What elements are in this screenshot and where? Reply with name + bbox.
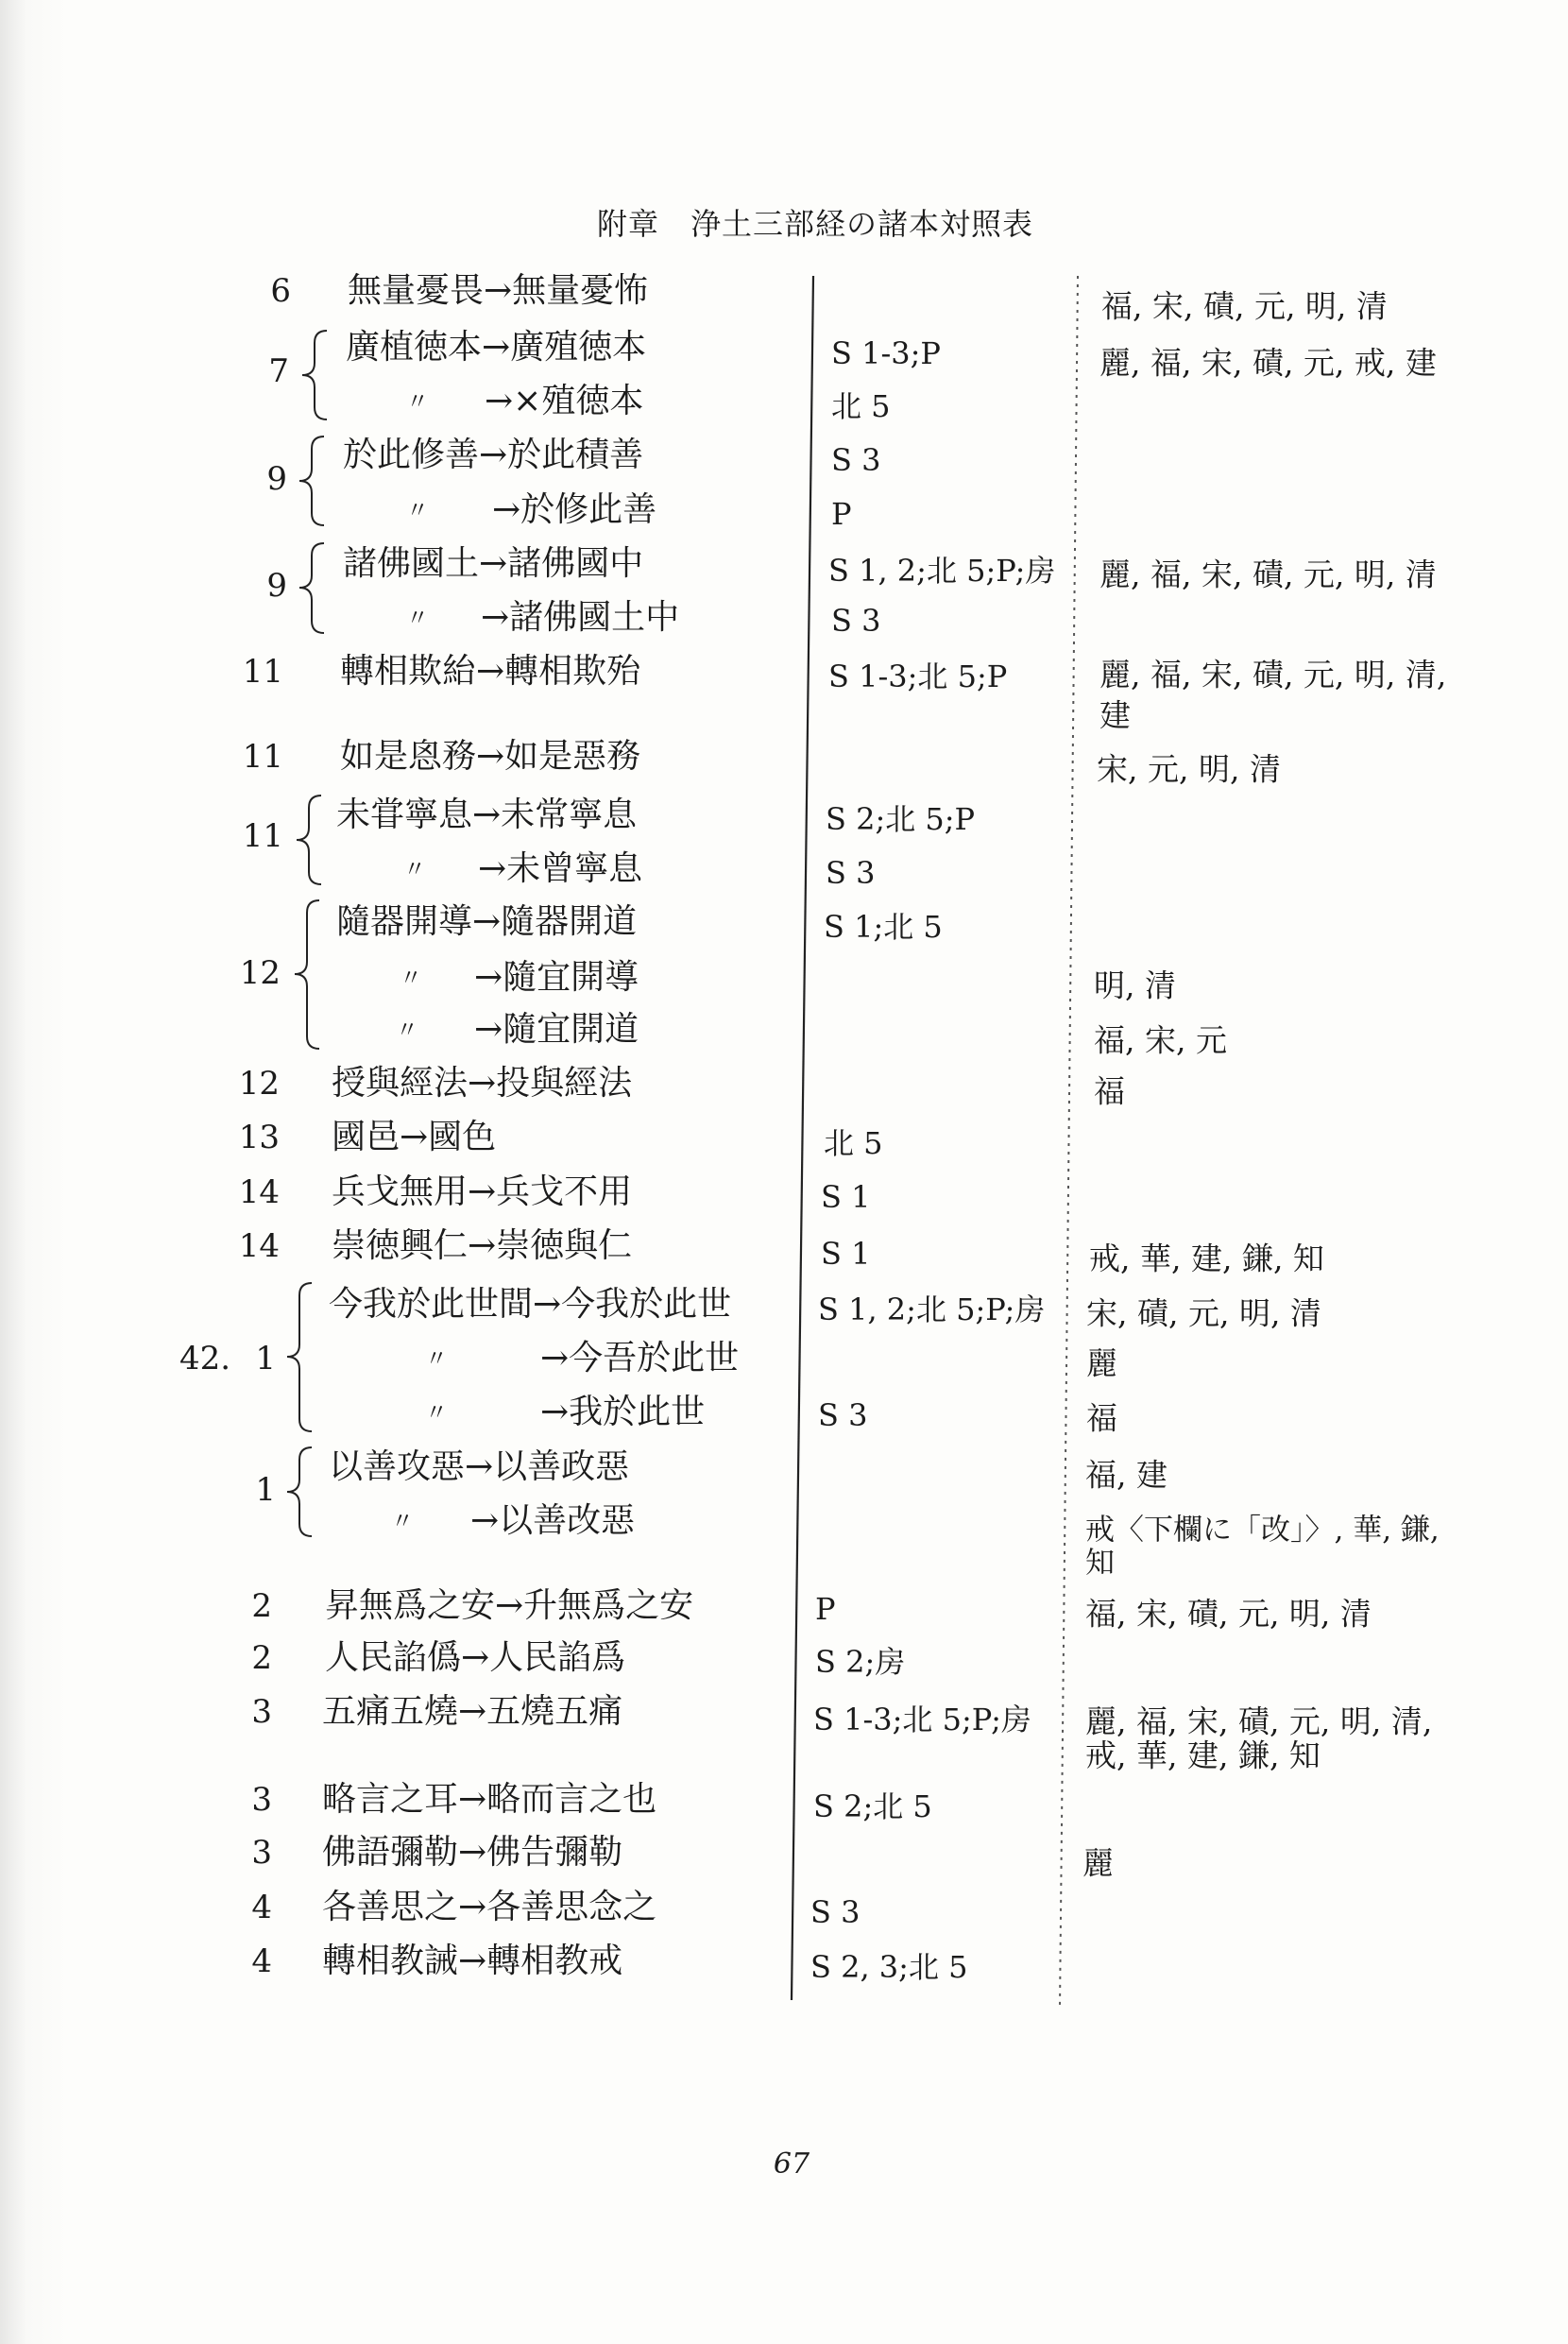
edition-list: 福 (1094, 1072, 1125, 1110)
ditto-mark: 〃 (425, 1399, 448, 1426)
variant-text: →×殖徳本 (485, 382, 644, 420)
variant-text: →隨宜開道 (474, 1010, 639, 1049)
variant-text: 如是恖務→如是惡務 (340, 737, 641, 776)
variant-text: 兵戈無用→兵戈不用 (332, 1172, 633, 1211)
source-list: S 2, 3;北 5 (810, 1949, 968, 1985)
source-list: S 3 (831, 603, 881, 639)
source-list: S 1-3;北 5;P;房 (813, 1702, 1031, 1737)
row-number: 2 (251, 1587, 272, 1625)
variant-text: 授與經法→投與經法 (332, 1064, 633, 1103)
row-number: 4 (251, 1942, 272, 1980)
edition-list: 麗 (1086, 1344, 1117, 1382)
edition-list: 福 (1086, 1399, 1117, 1437)
edition-list: 福, 宋, 磧, 元, 明, 清 (1101, 287, 1388, 325)
variant-text: →諸佛國土中 (481, 598, 680, 637)
source-list: S 1-3;P (831, 335, 941, 371)
row-number: 2 (251, 1639, 272, 1677)
group-brace (302, 331, 327, 419)
source-list: S 1;北 5 (824, 909, 943, 945)
source-list: S 2;北 5;P (826, 801, 976, 837)
variant-text: →以善改惡 (470, 1501, 636, 1540)
variant-text: 人民諂僞→人民諂爲 (325, 1638, 626, 1677)
edition-list: 麗, 福, 宋, 磧, 元, 明, 清 (1099, 556, 1437, 593)
source-list: S 2;北 5 (813, 1788, 932, 1824)
row-number: 13 (238, 1119, 280, 1156)
row-number: 3 (251, 1781, 272, 1819)
edition-list: 麗, 福, 宋, 磧, 元, 明, 清, (1085, 1702, 1433, 1740)
variant-text: 轉相教誡→轉相教戒 (322, 1942, 623, 1980)
ditto-mark: 〃 (406, 605, 429, 631)
variant-text: 廣植徳本→廣殖徳本 (346, 328, 647, 367)
variant-text: →於修此善 (492, 490, 657, 529)
ditto-mark: 〃 (396, 1017, 418, 1043)
group-brace (287, 1283, 312, 1431)
page-number: 67 (773, 2147, 810, 2181)
edition-list-continued: 戒, 華, 建, 鎌, 知 (1085, 1737, 1321, 1774)
row-number: 11 (242, 738, 283, 776)
variant-text: 崇徳興仁→崇徳與仁 (332, 1226, 633, 1265)
variant-text: 國邑→國色 (332, 1118, 497, 1156)
column-divider-dotted (1060, 276, 1078, 2008)
variant-text: 轉相欺紿→轉相欺殆 (340, 652, 641, 691)
edition-list: 明, 清 (1094, 967, 1176, 1004)
edition-list: 宋, 元, 明, 清 (1097, 750, 1281, 788)
row-number: 6 (270, 272, 291, 310)
variant-text: →隨宜開導 (474, 958, 639, 997)
page-header-title: 附章 浄土三部経の諸本対照表 (597, 206, 1034, 242)
ditto-mark: 〃 (406, 497, 429, 523)
row-number: 3 (251, 1834, 272, 1872)
ditto-mark: 〃 (391, 1508, 414, 1534)
edition-list: 福, 建 (1085, 1456, 1167, 1494)
variant-text: →我於此世 (540, 1393, 706, 1431)
row-number: 7 (268, 352, 289, 390)
row-number: 9 (266, 567, 287, 605)
source-list: S 1-3;北 5;P (828, 659, 1008, 694)
group-brace (299, 543, 324, 633)
edition-list: 麗 (1082, 1844, 1114, 1882)
variant-text: →未曾寧息 (478, 849, 643, 888)
source-list: S 3 (810, 1894, 861, 1930)
source-list: 北 5 (824, 1125, 883, 1161)
row-number: 12 (238, 1065, 280, 1103)
row-number: 3 (251, 1693, 272, 1731)
edition-list-continued: 知 (1085, 1546, 1115, 1581)
variant-text: 略言之耳→略而言之也 (322, 1780, 657, 1819)
edition-list: 福, 宋, 磧, 元, 明, 清 (1085, 1595, 1372, 1633)
source-list: P (831, 496, 852, 532)
edition-list: 戒〈下欄に「改」〉, 華, 鎌, (1085, 1513, 1440, 1548)
variant-text: 佛語彌勒→佛告彌勒 (322, 1833, 623, 1872)
source-list: S 2;房 (815, 1644, 906, 1680)
variant-text: 以善攻惡→以善政惡 (329, 1447, 630, 1486)
variant-text: 昇無爲之安→升無爲之安 (325, 1586, 694, 1625)
variant-text: 未甞寧息→未常寧息 (336, 796, 638, 834)
group-brace (299, 436, 324, 525)
source-list: 北 5 (831, 388, 891, 424)
ditto-mark: 〃 (400, 965, 422, 991)
edition-list: 麗, 福, 宋, 磧, 元, 戒, 建 (1099, 344, 1437, 382)
edition-list: 麗, 福, 宋, 磧, 元, 明, 清, (1099, 656, 1447, 693)
variant-text: 無量憂畏→無量憂怖 (348, 271, 649, 310)
row-number: 14 (238, 1173, 280, 1211)
source-list: S 3 (818, 1397, 868, 1433)
group-brace (295, 900, 319, 1049)
column-divider-solid (792, 276, 813, 2000)
source-list: S 1 (821, 1236, 871, 1272)
edition-list: 福, 宋, 元 (1094, 1021, 1227, 1059)
variant-text: 隨器開導→隨器開道 (336, 902, 638, 941)
variant-text: 諸佛國土→諸佛國中 (343, 544, 644, 583)
edition-list: 宋, 磧, 元, 明, 清 (1086, 1294, 1321, 1332)
ditto-mark: 〃 (425, 1345, 448, 1372)
row-number: 11 (242, 653, 283, 691)
source-list: S 3 (831, 442, 881, 478)
source-list: S 3 (826, 855, 876, 891)
row-number: 9 (266, 460, 287, 498)
variant-text: 今我於此世間→今我於此世 (329, 1285, 732, 1324)
ditto-mark: 〃 (406, 388, 429, 415)
source-list: P (815, 1591, 836, 1627)
source-list: S 1, 2;北 5;P;房 (818, 1292, 1046, 1327)
section-number: 42. (179, 1340, 231, 1377)
variant-text: 於此修善→於此積善 (343, 436, 644, 474)
group-brace (287, 1447, 312, 1536)
row-number: 11 (242, 817, 283, 855)
row-number: 1 (255, 1340, 276, 1377)
edition-list: 戒, 華, 建, 鎌, 知 (1089, 1240, 1324, 1277)
row-number: 4 (251, 1889, 272, 1926)
group-brace (297, 796, 321, 884)
row-number: 1 (255, 1471, 276, 1509)
edition-list-continued: 建 (1099, 696, 1131, 734)
source-list: S 1 (821, 1179, 871, 1215)
variant-text: →今吾於此世 (540, 1339, 740, 1377)
variant-text: 各善思之→各善思念之 (322, 1888, 657, 1926)
row-number: 12 (239, 954, 281, 992)
source-list: S 1, 2;北 5;P;房 (828, 553, 1056, 589)
row-number: 14 (238, 1227, 280, 1265)
variant-text: 五痛五燒→五燒五痛 (322, 1692, 623, 1731)
ditto-mark: 〃 (403, 856, 426, 882)
